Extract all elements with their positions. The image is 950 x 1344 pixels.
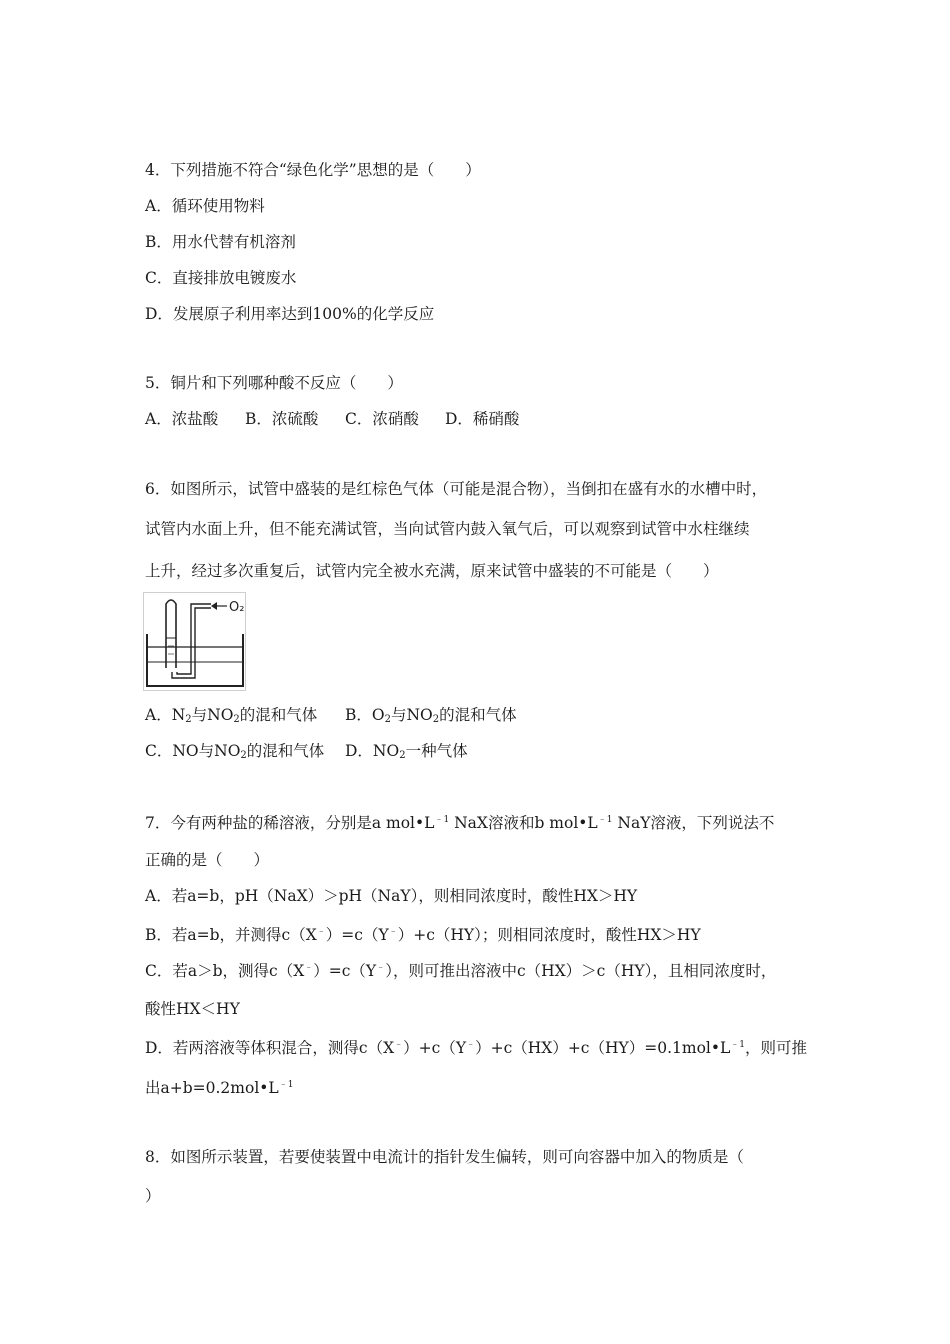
question-6-options-row-1: [145, 704, 517, 731]
question-6-options-row-2: [145, 740, 468, 767]
oxygen-label: O₂: [229, 600, 245, 615]
question-4-option-a: A．循环使用物料: [145, 197, 265, 215]
question-7-option-a: A．若a=b，pH（NaX）＞pH（NaY），则相同浓度时，酸性HX＞HY: [145, 887, 638, 905]
question-7-stem-line-2: 正确的是（ ）: [145, 851, 270, 869]
test-tube-diagram: [143, 592, 246, 691]
question-6-option-a: A．$N_2$与$NO_2$的混和气体: [145, 706, 318, 725]
question-5-stem: 5．铜片和下列哪种酸不反应（ ）: [145, 374, 403, 392]
question-8-stem-line-2: ）: [145, 1187, 161, 1205]
question-5-option-d: D．稀硝酸: [445, 410, 520, 428]
question-4-option-c: C．直接排放电镀废水: [145, 269, 297, 287]
question-7-option-d: D．若两溶液等体积混合，测得$c(X^﹣)+c(Y^﹣)+c(HX)+c(HY)=0.1mol•L^{﹣1}$，则可推: [145, 1039, 808, 1057]
question-5-option-a: A．浓盐酸: [145, 410, 219, 428]
question-7-option-b: B．若a=b，并测得c（X﹣）=c（Y﹣）+c（HY）；则相同浓度时，酸性HX＞HY: [145, 926, 701, 944]
question-4-stem: 4．下列措施不符合“绿色化学”思想的是（ ）: [145, 161, 481, 179]
question-6-stem-line-2: 试管内水面上升，但不能充满试管，当向试管内鼓入氧气后，可以观察到试管中水柱继续: [145, 520, 750, 538]
question-4-option-b: B．用水代替有机溶剂: [145, 233, 296, 251]
question-6-stem-line-3: 上升，经过多次重复后，试管内完全被水充满，原来试管中盛装的不可能是（ ）: [145, 562, 719, 580]
question-6-option-d: D．$NO_2$一种气体: [345, 742, 468, 761]
question-8-stem-line-1: 8．如图所示装置，若要使装置中电流计的指针发生偏转，则可向容器中加入的物质是（: [145, 1148, 744, 1166]
question-5-option-c: C．浓硝酸: [345, 410, 419, 428]
question-7-option-c-continued: 酸性HX＜HY: [145, 1000, 240, 1018]
question-6-stem-line-1: 6．如图所示，试管中盛装的是红棕色气体（可能是混合物），当倒扣在盛有水的水槽中时，: [145, 480, 768, 498]
question-5-options: [145, 408, 519, 430]
question-5-option-b: B．浓硫酸: [245, 410, 319, 428]
question-6-option-b: B．$O_2$与$NO_2$的混和气体: [345, 706, 517, 725]
question-7-option-d-continued: 出$a+b=0.2mol•L^{﹣1}$: [145, 1079, 294, 1097]
question-6-option-c: C．NO与$NO_2$的混和气体: [145, 742, 325, 761]
question-7-stem-line-1: 7．今有两种盐的稀溶液，分别是a $mol•L^{﹣1}$ NaX溶液和b $mol•L^{﹣1}$ NaY溶液，下列说法不: [145, 814, 775, 832]
question-4-option-d: D．发展原子利用率达到100%的化学反应: [145, 305, 435, 323]
question-7-option-c: C．若a＞b，测得c（X﹣）=c（Y﹣），则可推出溶液中c（HX）＞c（HY），且相同浓度时，: [145, 962, 777, 980]
